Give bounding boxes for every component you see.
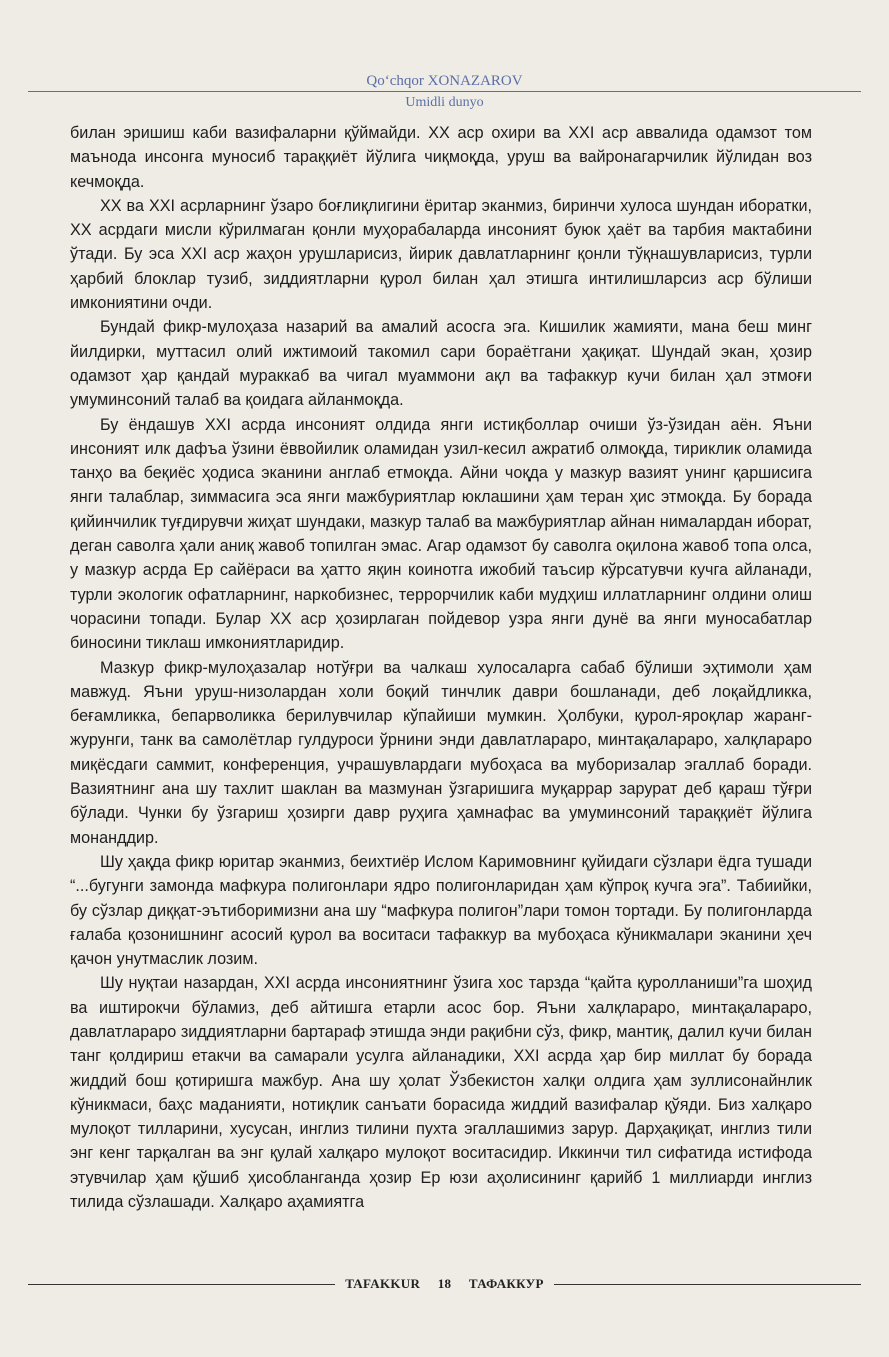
paragraph: Бу ёндашув XXI асрда инсоният олдида янги истиқболлар очиши ўз-ўзидан аён. Яъни инсоният илк дафъа ўзини ёввойилик оламидан узил-кесил ажратиб олмоқда, тириклик оламида танҳо ва беқиёс ҳодиса эканини англаб етмоқда. Айни чоқда у мазкур вазият унинг қаршисига янги талаблар, зиммасига эса янги мажбуриятлар юклашини ҳам теран ҳис этмоқда. Бу борада қийинчилик туғдирувчи жиҳат шундаки, мазкур талаб ва мажбуриятлар айнан нималардан иборат, деган саволга ҳали аниқ жавоб топилган эмас. Агар одамзот бу саволга оқилона жавоб топа олса, у мазкур асрда Ер сайёраси ва ҳатто яқин коинотга ижобий таъсир кўрсатувчи кучга айланади, турли экологик офатларнинг, наркобизнес, террорчилик каби мудҳиш иллатларнинг олдини олиш чорасини топади. Булар XX аср ҳозирлаган пойдевор узра янги дунё ва янги муносабатлар биносини тиклаш имкониятларидир. [70,415,812,653]
paragraph: билан эришиш каби вазифаларни қўймайди. XX аср охири ва XXI аср аввалида одамзот том маънода инсонга муносиб тараққиёт йўлига чиқмоқда, уруш ва вайронагарчилик йўлидан воз кечмоқда. [70,124,812,191]
running-header [28,72,861,111]
paragraph: Мазкур фикр-мулоҳазалар нотўғри ва чалкаш хулосаларга сабаб бўлиши эҳтимоли ҳам мавжуд. Яъни уруш-низолардан холи боқий тинчлик даври бошланади, деб лоқайдликка, беғамликка, бепарволикка берилувчилар кўпайиши мумкин. Ҳолбуки, қурол-яроқлар жаранг-журунги, танк ва самолётлар гулдуроси ўрнини энди давлатлараро, минтақалараро, халқлараро миқёсдаги саммит, конференция, учрашувлардаги мубоҳаса ва муборизалар эгаллаб боради. Вазиятнинг ана шу тахлит шаклан ва мазмунан ўзгаришига муқаррар зарурат деб қараш тўғри бўлади. Чунки бу ўзгариш ҳозирги давр руҳига ҳамнафас ва умуминсоний тараққиёт йўлига монанддир. [70,658,812,847]
page-footer [28,1276,861,1292]
footer-rule-left [28,1284,335,1285]
header-rule [28,91,861,92]
paragraph: Шу ҳақда фикр юритар эканмиз, беихтиёр Ислом Каримовнинг қуйидаги сўзлари ёдга тушади “...бугунги замонда мафкура полигонлари ядро полигонларидан ҳам кўпроқ кучга эга”. Табиийки, бу сўзлар диққат-эътиборимизни ана шу “мафкура полигон”лари томон тортади. Бу полигонларда ғалаба қозонишнинг асосий қурол ва воситаси тафаккур ва мубоҳаса кўникмалари эканини ҳеч қачон унутмаслик лозим. [70,852,812,969]
page-number: 18 [437,1276,452,1291]
paragraph: Шу нуқтаи назардан, XXI асрда инсониятнинг ўзига хос тарзда “қайта қуролланиши”га шоҳид ва иштирокчи бўламиз, деб айтишга етарли асос бор. Яъни халқлараро, минтақалараро, давлатлараро зиддиятларни бартараф этишда энди рақибни сўз, фикр, мантиқ, далил кучи билан танг қолдириш етакчи ва самарали усулга айланадики, XXI асрда ҳар бир миллат бу борада жиддий бош қотиришга мажбур. Ана шу ҳолат Ўзбекистон халқи олдига ҳам зуллисонайнлик кўникмаси, баҳс маданияти, нотиқлик санъати борасида жиддий вазифалар қўяди. Биз халқаро мулоқот тилларини, хусусан, инглиз тилини пухта эгаллашимиз зарур. Дарҳақиқат, инглиз тили энг кенг тарқалган ва энг қулай халқаро мулоқот воситасидир. Иккинчи тил сифатида истифода этувчилар ҳам қўшиб ҳисобланганда ҳозир Ер юзи аҳолисининг қарийб 1 миллиарди инглиз тилида сўзлашади. Халқаро аҳамиятга [70,974,812,1212]
footer-title-cyrillic: ТАФАККУР [468,1276,544,1291]
footer-rule-right [554,1284,861,1285]
footer-title-latin: TAFAKKUR [345,1276,421,1291]
article-body [70,121,812,1214]
header-author: Qo‘chqor XONAZAROV [366,73,523,89]
paragraph: Бундай фикр-мулоҳаза назарий ва амалий асосга эга. Кишилик жамияти, мана беш минг йилдирки, муттасил олий ижтимоий такомил сари бораётгани ҳақиқат. Шундай экан, ҳозир одамзот ҳар қандай мураккаб ва чигал муаммони ақл ва тафаккур кучи билан ҳал этмоғи умуминсоний талаб ва қоидага айланмоқда. [70,318,812,410]
paragraph: XX ва XXI асрларнинг ўзаро боғлиқлигини ёритар эканмиз, биринчи хулоса шундан иборатки, XX асрдаги мисли кўрилмаган қонли муҳорабаларда инсоният буюк ҳаёт ва тарбия мактабини ўтади. Бу эса XXI аср жаҳон урушларисиз, йирик давлатларнинг қонли тўқнашувларисиз, турли ҳарбий блоклар тузиб, зиддиятларни қурол билан ҳал этишга интилишларсиз аср бўлиши имкониятини очди. [70,196,812,313]
header-section-title: Umidli dunyo [405,95,484,110]
footer-label [335,1276,553,1292]
